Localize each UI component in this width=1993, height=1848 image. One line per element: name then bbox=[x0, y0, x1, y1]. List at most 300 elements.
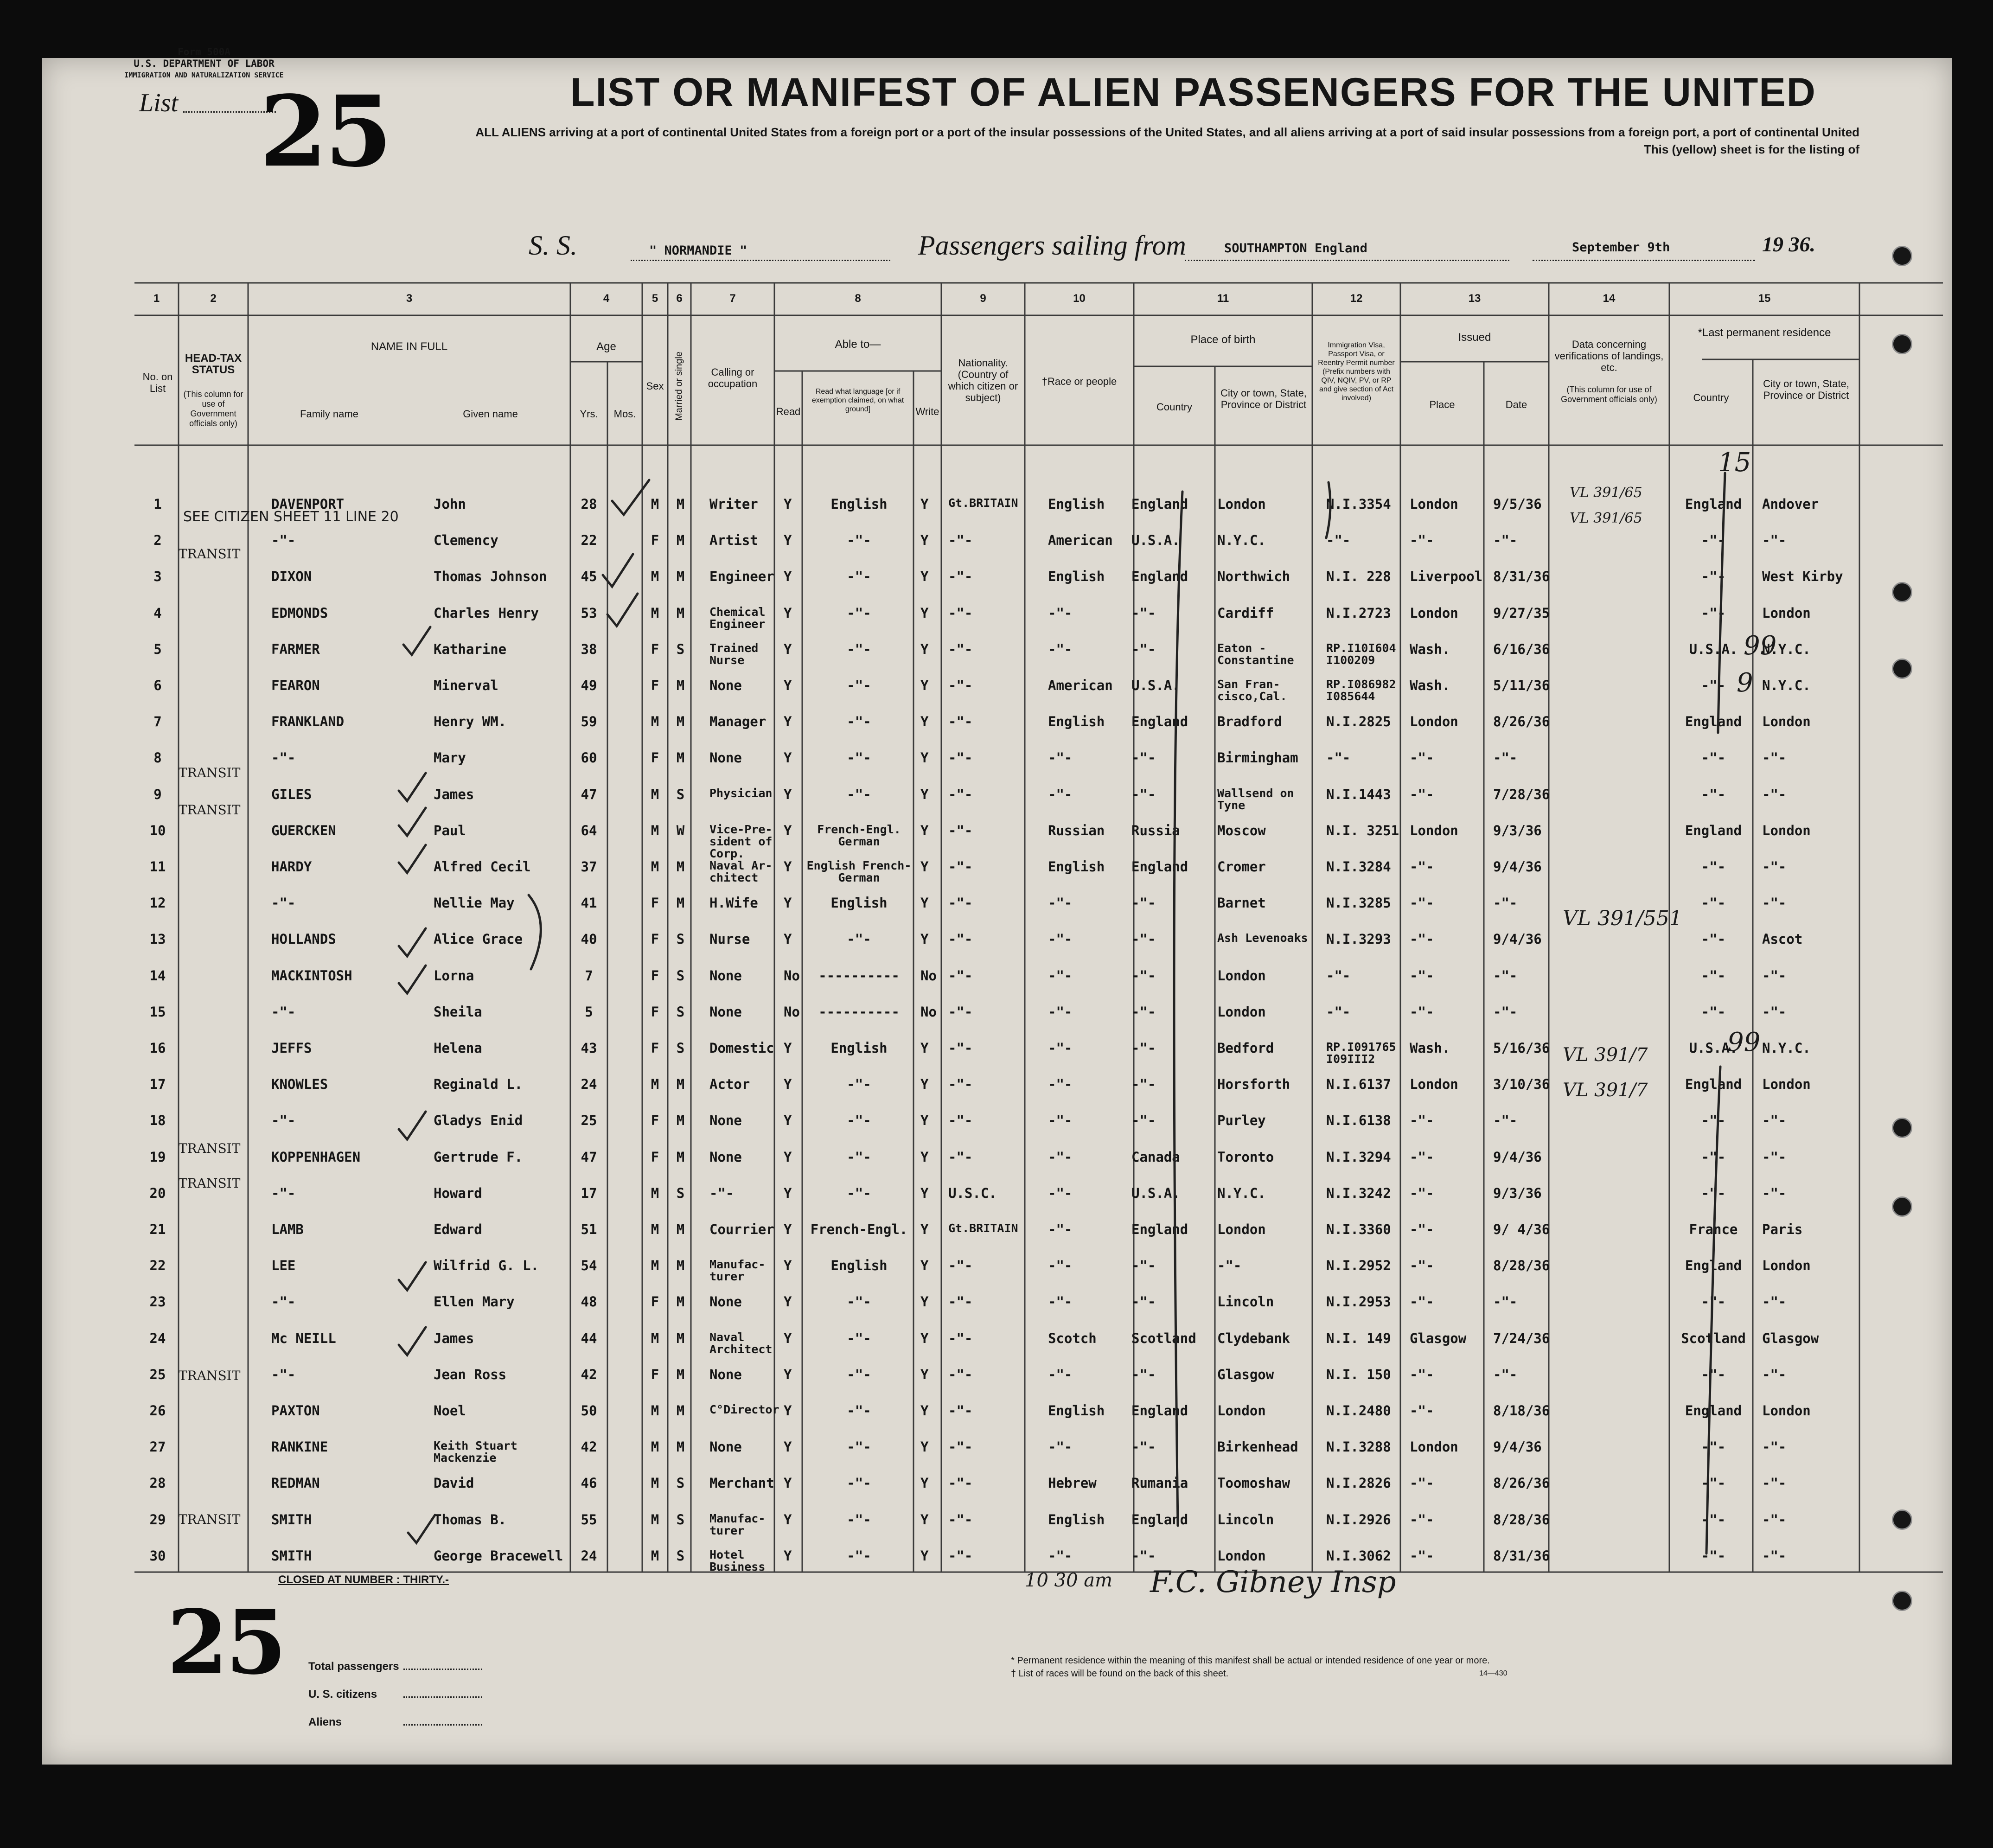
check-mark bbox=[399, 808, 426, 836]
cell-date: -"- bbox=[1493, 1294, 1518, 1310]
cell-race: English bbox=[1048, 496, 1105, 512]
cell-nat: U.S.C. bbox=[948, 1185, 997, 1201]
cell-write: Y bbox=[920, 786, 929, 802]
cell-nat: -"- bbox=[948, 931, 973, 947]
cell-nat: -"- bbox=[948, 1475, 973, 1491]
cell-nat: -"- bbox=[948, 1547, 973, 1564]
cell-res-country: Scotland bbox=[1681, 1330, 1746, 1346]
cell-lang: English bbox=[830, 1040, 888, 1056]
cell-nat: Gt.BRITAIN bbox=[948, 1221, 1018, 1235]
cell-visa: N.I.2825 bbox=[1326, 714, 1391, 730]
hdr-landings-note: (This column for use of Government officials only) bbox=[1561, 385, 1657, 404]
cell-country: England bbox=[1131, 496, 1188, 512]
cell-sex: F bbox=[651, 931, 659, 947]
cell-nat: Gt.BRITAIN bbox=[948, 496, 1018, 510]
column-number: 5 bbox=[652, 292, 658, 305]
cell-ms: M bbox=[676, 1221, 685, 1237]
cell-ms: S bbox=[676, 1475, 685, 1491]
cell-country: -"- bbox=[1131, 1258, 1156, 1274]
hdr-able-to: Able to— bbox=[835, 338, 881, 351]
cell-ms: S bbox=[676, 1511, 685, 1528]
cell-place: -"- bbox=[1410, 1294, 1434, 1310]
cell-yrs: 54 bbox=[581, 1258, 597, 1274]
cell-res-country: -"- bbox=[1701, 678, 1726, 693]
cell-given: Sheila bbox=[434, 1004, 482, 1020]
cell-race: -"- bbox=[1048, 786, 1073, 802]
cell-country: -"- bbox=[1131, 931, 1156, 947]
cell-city: Birmingham bbox=[1217, 750, 1298, 766]
cell-ms: S bbox=[676, 1040, 685, 1056]
cell-res-city: -"- bbox=[1762, 1439, 1787, 1455]
cell-city: Toronto bbox=[1217, 1149, 1274, 1165]
cell-res-country: -"- bbox=[1701, 750, 1726, 766]
residence-mark-9: 9 bbox=[1737, 668, 1753, 698]
cell-write: No bbox=[920, 967, 937, 984]
cell-occ: Hotel Business bbox=[709, 1547, 766, 1573]
hdr-name-in-full: NAME IN FULL bbox=[370, 340, 448, 353]
cell-sex: M bbox=[651, 1475, 659, 1491]
cell-date: -"- bbox=[1493, 967, 1518, 984]
cell-no: 9 bbox=[153, 786, 162, 802]
cell-family: JEFFS bbox=[271, 1040, 312, 1056]
cell-occ: Chemical Engineer bbox=[709, 605, 766, 631]
cell-race: -"- bbox=[1048, 895, 1073, 911]
cell-yrs: 47 bbox=[581, 786, 597, 802]
total-passengers-label: Total passengers bbox=[308, 1660, 399, 1673]
cell-no: 1 bbox=[153, 496, 162, 512]
cell-occ: None bbox=[709, 1149, 742, 1165]
cell-date: 3/10/36 bbox=[1493, 1076, 1550, 1093]
cell-lang: ---------- bbox=[818, 967, 900, 984]
cell-place: -"- bbox=[1410, 786, 1434, 802]
cell-date: -"- bbox=[1493, 532, 1518, 549]
cell-write: Y bbox=[920, 569, 929, 585]
cell-res-country: England bbox=[1685, 822, 1742, 838]
cell-nat: -"- bbox=[948, 532, 973, 549]
residence-pen-line-lower bbox=[1706, 1067, 1720, 1554]
cell-res-city: -"- bbox=[1762, 1113, 1787, 1129]
cell-place: -"- bbox=[1410, 931, 1434, 947]
cell-family: -"- bbox=[271, 1185, 296, 1201]
cell-city: N.Y.C. bbox=[1217, 532, 1266, 549]
cell-city: Birkenhead bbox=[1217, 1439, 1298, 1455]
column-number: 9 bbox=[980, 292, 986, 305]
cell-res-city: London bbox=[1762, 605, 1811, 621]
cell-read: Y bbox=[784, 1547, 792, 1564]
cell-given: Alfred Cecil bbox=[434, 859, 531, 875]
cell-family: PAXTON bbox=[271, 1403, 320, 1419]
cell-occ: None bbox=[709, 678, 742, 693]
cell-lang: -"- bbox=[847, 1403, 871, 1419]
cell-yrs: 42 bbox=[581, 1366, 597, 1382]
cell-res-country: -"- bbox=[1701, 1004, 1726, 1020]
cell-visa: -"- bbox=[1326, 532, 1351, 549]
aliens-line bbox=[403, 1724, 482, 1726]
check-mark bbox=[612, 480, 649, 515]
cell-visa: N.I.3285 bbox=[1326, 895, 1391, 911]
hdr-mos: Mos. bbox=[613, 408, 636, 420]
hdr-place: Place bbox=[1429, 399, 1455, 410]
cell-visa: N.I.3284 bbox=[1326, 859, 1391, 875]
inspector-signature: F.C. Gibney Insp bbox=[1150, 1565, 1396, 1599]
cell-sex: M bbox=[651, 1547, 659, 1564]
cell-visa: N.I.3242 bbox=[1326, 1185, 1391, 1201]
cell-res-country: U.S.A. bbox=[1689, 1040, 1738, 1056]
cell-lang: -"- bbox=[847, 532, 871, 549]
cell-city: Lincoln bbox=[1217, 1294, 1274, 1310]
cell-given: Edward bbox=[434, 1221, 482, 1237]
cell-ms: S bbox=[676, 1004, 685, 1020]
cell-read: Y bbox=[784, 786, 792, 802]
cell-res-city: London bbox=[1762, 1403, 1811, 1419]
citizen-sheet-note: SEE CITIZEN SHEET 11 LINE 20 bbox=[183, 509, 399, 525]
cell-no: 16 bbox=[149, 1040, 166, 1056]
hdr-issued: Issued bbox=[1458, 331, 1491, 344]
cell-read: Y bbox=[784, 1439, 792, 1455]
cell-sex: M bbox=[651, 1511, 659, 1528]
cell-city: -"- bbox=[1217, 1258, 1242, 1274]
cell-city: Cardiff bbox=[1217, 605, 1274, 621]
cell-lang: -"- bbox=[847, 931, 871, 947]
cell-date: 8/28/36 bbox=[1493, 1511, 1550, 1528]
cell-family: HARDY bbox=[271, 859, 312, 875]
cell-country: U.S.A. bbox=[1131, 532, 1180, 549]
cell-family: LAMB bbox=[271, 1221, 304, 1237]
cell-res-country: -"- bbox=[1701, 895, 1726, 911]
cell-ms: M bbox=[676, 1439, 685, 1455]
cell-date: 9/3/36 bbox=[1493, 1185, 1542, 1201]
check-mark bbox=[603, 554, 633, 587]
cell-given: James bbox=[434, 786, 474, 802]
cell-sex: F bbox=[651, 967, 659, 984]
hdr-last-residence: *Last permanent residence bbox=[1698, 326, 1831, 339]
cell-country: -"- bbox=[1131, 641, 1156, 657]
cell-nat: -"- bbox=[948, 1366, 973, 1382]
cell-country: -"- bbox=[1131, 1113, 1156, 1129]
cell-visa: N.I.6137 bbox=[1326, 1076, 1391, 1093]
cell-race: -"- bbox=[1048, 1258, 1073, 1274]
cell-lang: English bbox=[830, 496, 888, 512]
cell-write: Y bbox=[920, 641, 929, 657]
list-number: 25 bbox=[260, 74, 390, 189]
residence-mark-99b: 99 bbox=[1727, 1027, 1761, 1057]
cell-visa: N.I. 149 bbox=[1326, 1330, 1391, 1346]
hdr-write: Write bbox=[915, 406, 939, 417]
sailing-date: September 9th bbox=[1572, 240, 1670, 255]
form-code: 14—430 bbox=[1479, 1669, 1508, 1677]
cell-sex: M bbox=[651, 714, 659, 730]
footnote-races: † List of races will be found on the back of this sheet. bbox=[1011, 1669, 1229, 1679]
cell-write: Y bbox=[920, 931, 929, 947]
closed-at-number: CLOSED AT NUMBER : THIRTY.- bbox=[278, 1573, 449, 1586]
cell-date: 9/27/35 bbox=[1493, 605, 1550, 621]
cell-yrs: 51 bbox=[581, 1221, 597, 1237]
cell-date: -"- bbox=[1493, 1004, 1518, 1020]
cell-res-country: -"- bbox=[1701, 859, 1726, 875]
cell-given: Reginald L. bbox=[434, 1076, 523, 1093]
cell-yrs: 60 bbox=[581, 750, 597, 766]
department: U.S. DEPARTMENT OF LABOR bbox=[134, 58, 275, 69]
cell-country: -"- bbox=[1131, 1076, 1156, 1093]
cell-country: U.S.A. bbox=[1131, 678, 1180, 693]
cell-res-country: England bbox=[1685, 714, 1742, 730]
cell-sex: F bbox=[651, 1149, 659, 1165]
cell-read: Y bbox=[784, 641, 792, 657]
page-title: LIST OR MANIFEST OF ALIEN PASSENGERS FOR THE UNITED bbox=[570, 70, 1816, 115]
cell-lang: -"- bbox=[847, 1439, 871, 1455]
cell-lang: -"- bbox=[847, 1113, 871, 1129]
form-number: Form 500A bbox=[178, 46, 230, 58]
cell-place: -"- bbox=[1410, 1004, 1434, 1020]
cell-city: Ash Levenoaks bbox=[1217, 931, 1308, 945]
cell-res-city: -"- bbox=[1762, 1475, 1787, 1491]
cell-lang: -"- bbox=[847, 569, 871, 585]
transit-stamp-20: TRANSIT bbox=[179, 1176, 241, 1191]
cell-lang: French-Engl. bbox=[810, 1221, 908, 1237]
hdr-family-name: Family name bbox=[300, 408, 358, 420]
cell-race: -"- bbox=[1048, 1076, 1073, 1093]
cell-family: -"- bbox=[271, 750, 296, 766]
cell-read: Y bbox=[784, 1366, 792, 1382]
cell-occ: Actor bbox=[709, 1076, 750, 1093]
verification-2: VL 391/65 bbox=[1570, 510, 1642, 526]
cell-nat: -"- bbox=[948, 967, 973, 984]
cell-country: Rumania bbox=[1131, 1475, 1188, 1491]
cell-sex: F bbox=[651, 1040, 659, 1056]
cell-family: HOLLANDS bbox=[271, 931, 336, 947]
cell-given: Paul bbox=[434, 822, 466, 838]
cell-race: English bbox=[1048, 1511, 1105, 1528]
transit-stamp-19: TRANSIT bbox=[179, 1141, 241, 1156]
check-mark bbox=[403, 627, 430, 655]
cell-date: 8/28/36 bbox=[1493, 1258, 1550, 1274]
hdr-read-language: Read what language [or if exemption claimed, on what ground] bbox=[811, 388, 904, 413]
cell-sex: F bbox=[651, 1366, 659, 1382]
cell-city: Eaton - Constantine bbox=[1217, 641, 1294, 667]
us-citizens-line bbox=[403, 1696, 482, 1698]
cell-yrs: 17 bbox=[581, 1185, 597, 1201]
cell-yrs: 46 bbox=[581, 1475, 597, 1491]
cell-race: -"- bbox=[1048, 931, 1073, 947]
cell-occ: None bbox=[709, 1004, 742, 1020]
cell-write: Y bbox=[920, 1113, 929, 1129]
hdr-given-name: Given name bbox=[463, 408, 518, 420]
cell-res-country: -"- bbox=[1701, 931, 1726, 947]
binder-hole bbox=[1892, 659, 1912, 679]
cell-given: Katharine bbox=[434, 641, 507, 657]
transit-stamp-29: TRANSIT bbox=[179, 1512, 241, 1527]
cell-lang: French-Engl. German bbox=[817, 822, 901, 848]
ss-label: S. S. bbox=[529, 230, 577, 261]
cell-no: 2 bbox=[153, 532, 162, 549]
cell-city: London bbox=[1217, 1004, 1266, 1020]
cell-ms: M bbox=[676, 1149, 685, 1165]
cell-given: James bbox=[434, 1330, 474, 1346]
cell-write: Y bbox=[920, 1294, 929, 1310]
cell-write: No bbox=[920, 1004, 937, 1020]
cell-yrs: 38 bbox=[581, 641, 597, 657]
cell-country: -"- bbox=[1131, 750, 1156, 766]
cell-visa: N.I.3293 bbox=[1326, 931, 1391, 947]
cell-sex: M bbox=[651, 1439, 659, 1455]
cell-res-country: -"- bbox=[1701, 1511, 1726, 1528]
cell-race: -"- bbox=[1048, 1221, 1073, 1237]
cell-lang: -"- bbox=[847, 1330, 871, 1346]
cell-no: 29 bbox=[149, 1511, 166, 1528]
cell-visa: N.I.6138 bbox=[1326, 1113, 1391, 1129]
hdr-res-country: Country bbox=[1693, 392, 1729, 403]
cell-res-city: -"- bbox=[1762, 1149, 1787, 1165]
cell-country: U.S.A. bbox=[1131, 1185, 1180, 1201]
cell-lang: -"- bbox=[847, 1185, 871, 1201]
cell-res-country: -"- bbox=[1701, 1547, 1726, 1564]
cell-occ: Nurse bbox=[709, 931, 750, 947]
cell-city: Glasgow bbox=[1217, 1366, 1274, 1382]
cell-date: 9/4/36 bbox=[1493, 1439, 1542, 1455]
cell-read: Y bbox=[784, 1113, 792, 1129]
cell-nat: -"- bbox=[948, 1403, 973, 1419]
cell-visa: N.I. 150 bbox=[1326, 1366, 1391, 1382]
cell-no: 22 bbox=[149, 1258, 166, 1274]
cell-no: 10 bbox=[149, 822, 166, 838]
hdr-sex: Sex bbox=[646, 380, 664, 392]
cell-race: Scotch bbox=[1048, 1330, 1097, 1346]
cell-occ: H.Wife bbox=[709, 895, 758, 911]
cell-nat: -"- bbox=[948, 1149, 973, 1165]
ship-name: " NORMANDIE " bbox=[649, 243, 747, 258]
cell-occ: None bbox=[709, 1113, 742, 1129]
cell-no: 27 bbox=[149, 1439, 166, 1455]
cell-lang: English bbox=[830, 1258, 888, 1274]
cell-given: Thomas B. bbox=[434, 1511, 507, 1528]
cell-res-city: London bbox=[1762, 822, 1811, 838]
cell-res-city: -"- bbox=[1762, 1511, 1787, 1528]
cell-res-country: -"- bbox=[1701, 1149, 1726, 1165]
column-number: 7 bbox=[729, 292, 736, 305]
cell-res-city: -"- bbox=[1762, 967, 1787, 984]
cell-ms: S bbox=[676, 641, 685, 657]
cell-nat: -"- bbox=[948, 641, 973, 657]
cell-ms: M bbox=[676, 1330, 685, 1346]
check-mark bbox=[399, 966, 426, 993]
cell-date: 7/24/36 bbox=[1493, 1330, 1550, 1346]
cell-write: Y bbox=[920, 714, 929, 730]
cell-lang: -"- bbox=[847, 1149, 871, 1165]
cell-family: Mc NEILL bbox=[271, 1330, 336, 1346]
cell-sex: M bbox=[651, 1185, 659, 1201]
cell-sex: F bbox=[651, 1113, 659, 1129]
cell-place: London bbox=[1410, 822, 1458, 838]
cell-race: American bbox=[1048, 678, 1113, 693]
cell-nat: -"- bbox=[948, 1511, 973, 1528]
column-number: 3 bbox=[406, 292, 413, 305]
cell-occ: C°Director bbox=[709, 1403, 779, 1416]
cell-ms: M bbox=[676, 1258, 685, 1274]
cell-given: Mary bbox=[434, 750, 466, 766]
cell-date: 9/3/36 bbox=[1493, 822, 1542, 838]
cell-city: London bbox=[1217, 1403, 1266, 1419]
cell-write: Y bbox=[920, 1040, 929, 1056]
cell-ms: S bbox=[676, 1185, 685, 1201]
column-number: 2 bbox=[210, 292, 217, 305]
cell-occ: Artist bbox=[709, 532, 758, 549]
cell-date: 7/28/36 bbox=[1493, 786, 1550, 802]
cell-write: Y bbox=[920, 1511, 929, 1528]
bracket-mark bbox=[529, 895, 541, 969]
cell-country: -"- bbox=[1131, 605, 1156, 621]
cell-write: Y bbox=[920, 1221, 929, 1237]
cell-nat: -"- bbox=[948, 895, 973, 911]
cell-nat: -"- bbox=[948, 1076, 973, 1093]
cell-place: -"- bbox=[1410, 1149, 1434, 1165]
cell-lang: -"- bbox=[847, 1511, 871, 1528]
cell-yrs: 42 bbox=[581, 1439, 597, 1455]
cell-res-country: England bbox=[1685, 496, 1742, 512]
cell-family: RANKINE bbox=[271, 1439, 328, 1455]
cell-occ: Manager bbox=[709, 714, 767, 730]
cell-read: Y bbox=[784, 1221, 792, 1237]
cell-city: Cromer bbox=[1217, 859, 1266, 875]
cell-nat: -"- bbox=[948, 1113, 973, 1129]
cell-res-city: -"- bbox=[1762, 1547, 1787, 1564]
cell-visa: N.I.3288 bbox=[1326, 1439, 1391, 1455]
hdr-city: City or town, State, Province or District bbox=[1220, 387, 1307, 410]
cell-ms: S bbox=[676, 1547, 685, 1564]
cell-place: -"- bbox=[1410, 1475, 1434, 1491]
cell-country: -"- bbox=[1131, 1294, 1156, 1310]
cell-date: -"- bbox=[1493, 895, 1518, 911]
cell-ms: M bbox=[676, 678, 685, 693]
hdr-country: Country bbox=[1156, 401, 1193, 413]
cell-read: Y bbox=[784, 895, 792, 911]
cell-family: KNOWLES bbox=[271, 1076, 328, 1093]
check-mark bbox=[399, 773, 426, 801]
cell-res-city: West Kirby bbox=[1762, 569, 1843, 585]
cell-city: Moscow bbox=[1217, 822, 1266, 838]
hdr-landings: Data concerning verifications of landings, etc. bbox=[1554, 339, 1664, 373]
binder-hole bbox=[1892, 1509, 1912, 1530]
cell-sex: F bbox=[651, 750, 659, 766]
cell-sex: M bbox=[651, 859, 659, 875]
departure-port: SOUTHAMPTON England bbox=[1224, 241, 1367, 256]
cell-no: 4 bbox=[153, 605, 162, 621]
cell-read: Y bbox=[784, 1076, 792, 1093]
footnote-residence: * Permanent residence within the meaning of this manifest shall be actual or intended residence of one year or more. bbox=[1011, 1656, 1490, 1666]
cell-write: Y bbox=[920, 1076, 929, 1093]
cell-city: Toomoshaw bbox=[1217, 1475, 1290, 1491]
cell-no: 24 bbox=[149, 1330, 166, 1346]
cell-yrs: 25 bbox=[581, 1113, 597, 1129]
cell-res-country: -"- bbox=[1701, 967, 1726, 984]
cell-yrs: 53 bbox=[581, 605, 597, 621]
cell-family: -"- bbox=[271, 1366, 296, 1382]
cell-family: SMITH bbox=[271, 1511, 312, 1528]
cell-nat: -"- bbox=[948, 1439, 973, 1455]
cell-race: -"- bbox=[1048, 1366, 1073, 1382]
signoff-time: 10 30 am bbox=[1025, 1570, 1113, 1591]
verification-16: VL 391/7 bbox=[1563, 1044, 1648, 1066]
cell-sex: F bbox=[651, 532, 659, 549]
cell-city: Clydebank bbox=[1217, 1330, 1290, 1346]
cell-country: -"- bbox=[1131, 967, 1156, 984]
cell-place: -"- bbox=[1410, 859, 1434, 875]
cell-write: Y bbox=[920, 1475, 929, 1491]
cell-occ: Writer bbox=[709, 496, 758, 512]
cell-ms: M bbox=[676, 1366, 685, 1382]
cell-date: 8/26/36 bbox=[1493, 1475, 1550, 1491]
cell-yrs: 22 bbox=[581, 532, 597, 549]
vertical-pen-line bbox=[1174, 492, 1182, 1526]
